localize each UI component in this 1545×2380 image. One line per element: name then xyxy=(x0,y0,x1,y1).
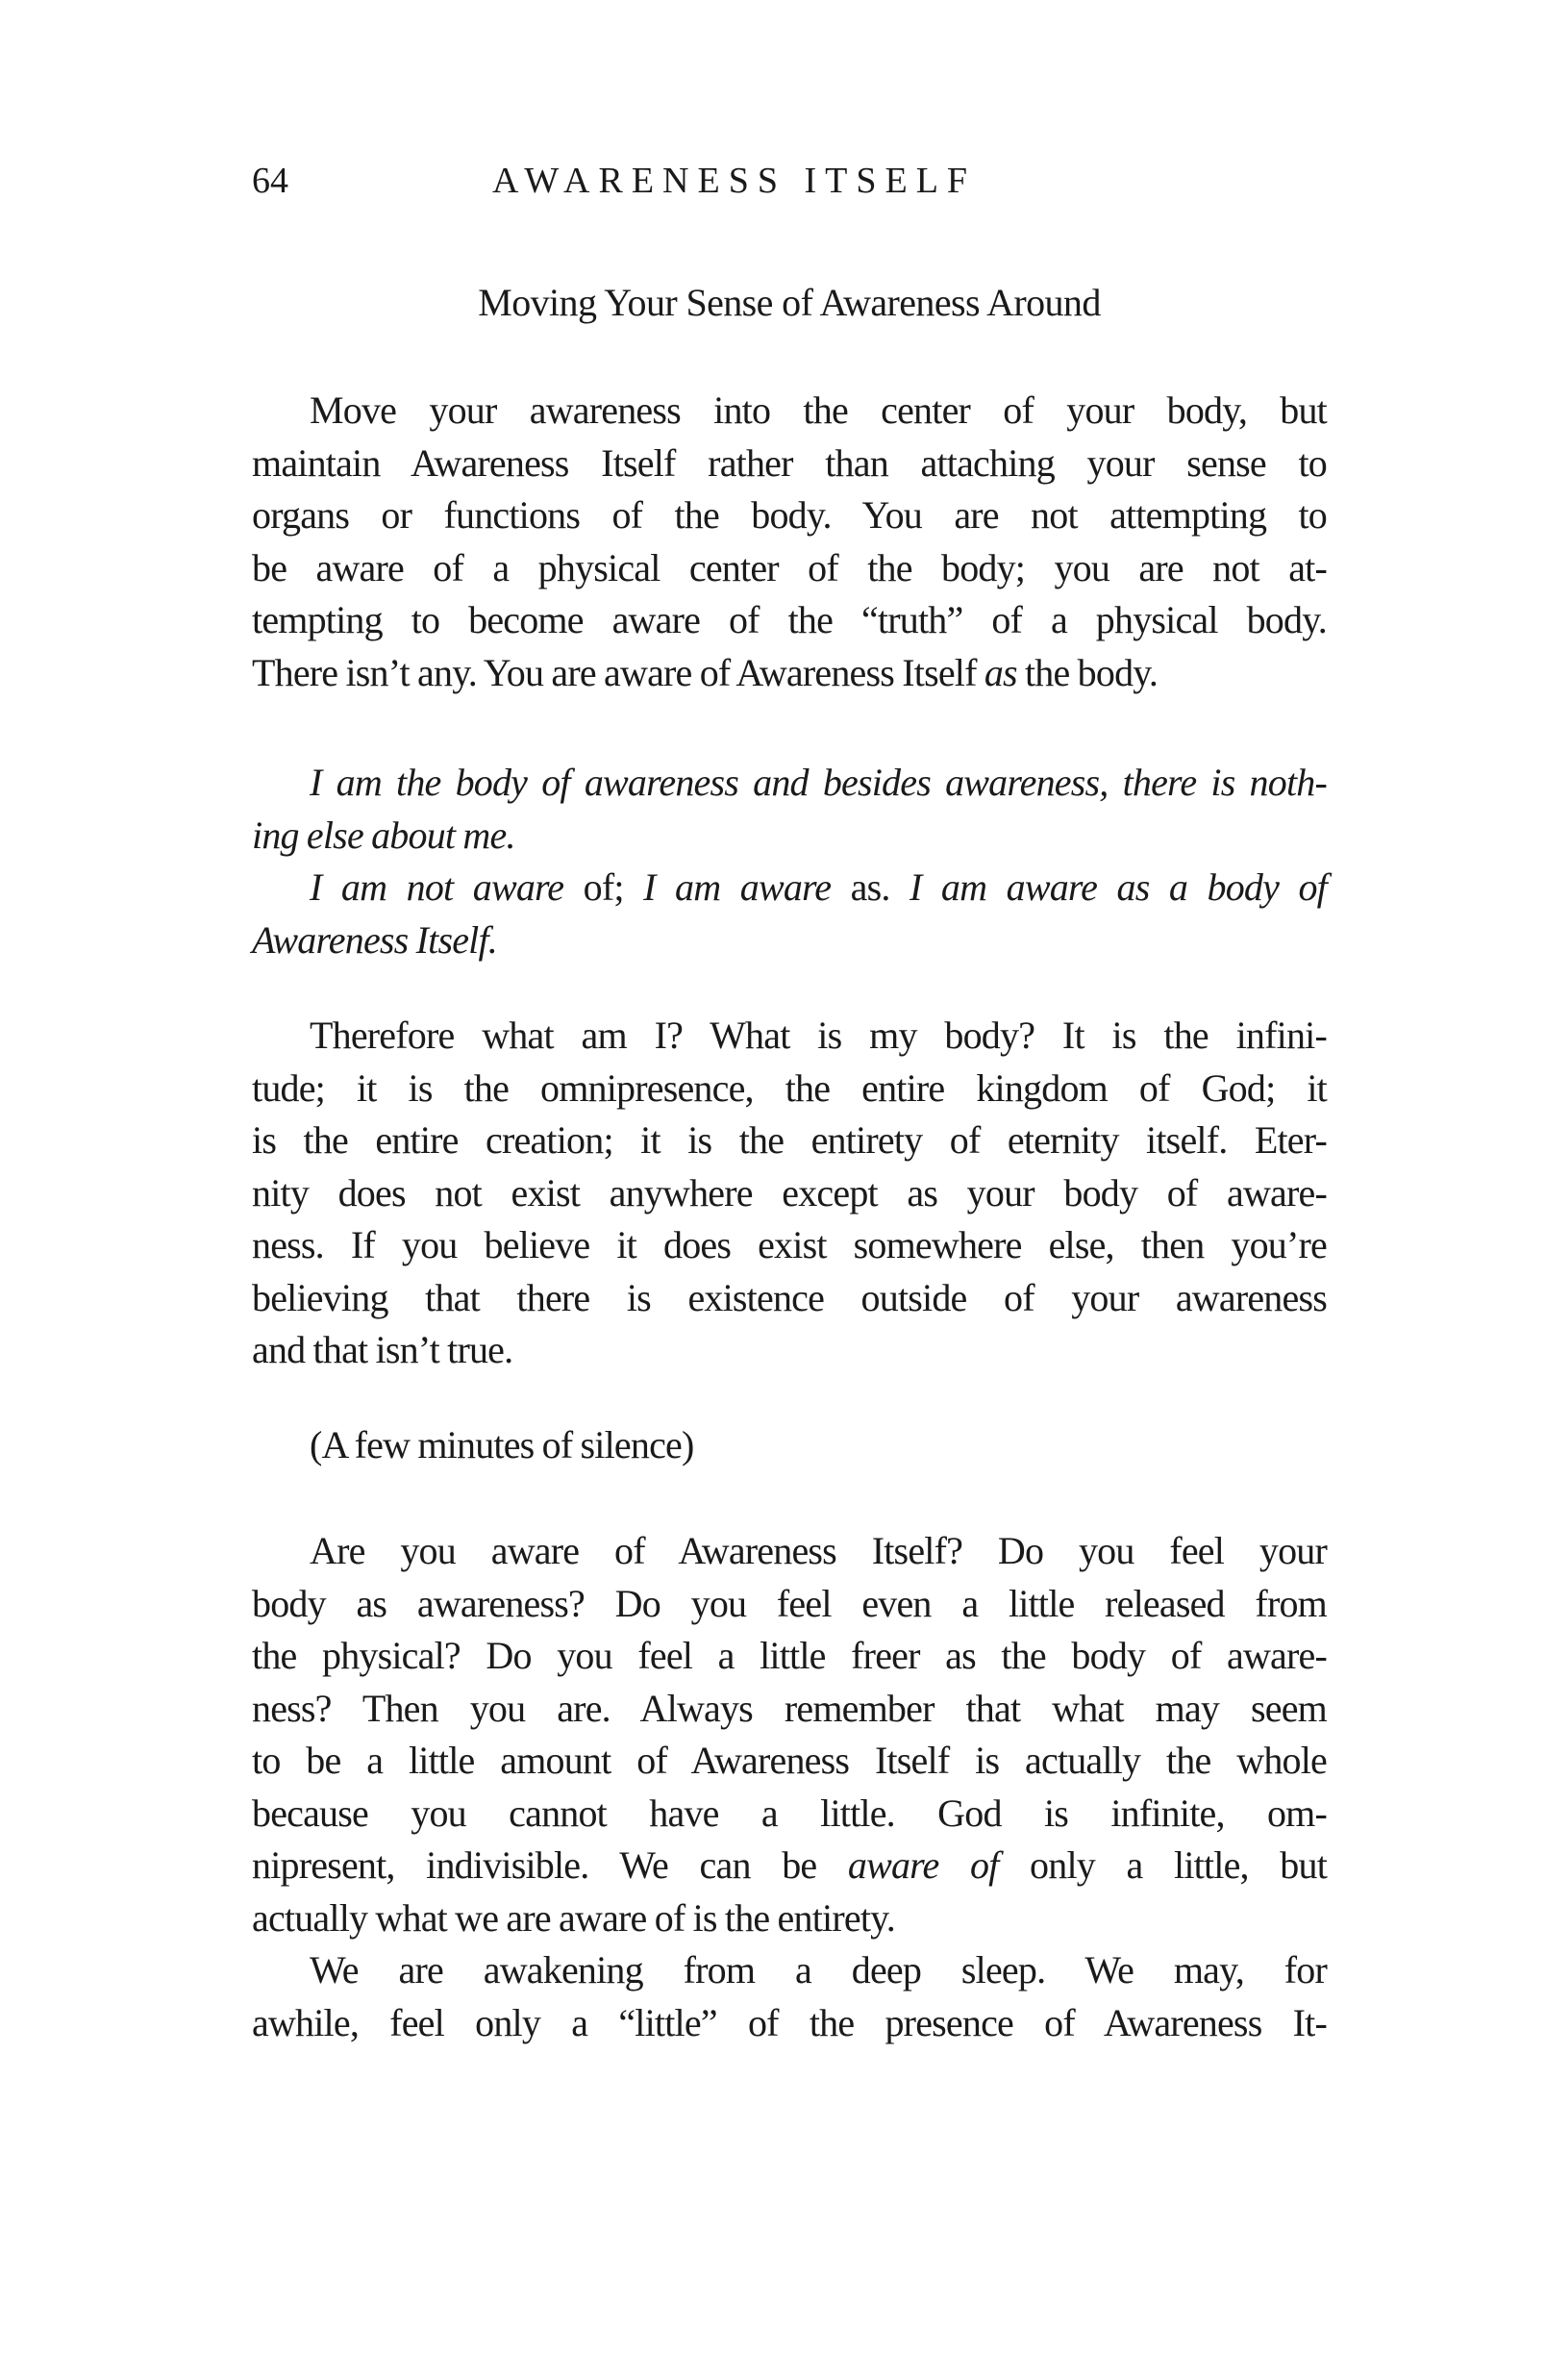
text-fragment: nipresent, indivisible. We can be xyxy=(252,1843,848,1887)
emphasis-aware-of: aware of xyxy=(847,1843,999,1887)
text-line: actually what we are aware of is the entirety. xyxy=(252,1895,895,1940)
text-line: I am the body of awareness and besides awareness, there is noth- xyxy=(310,761,1327,804)
paragraph-move-awareness xyxy=(252,385,1327,699)
paragraph-silence-note xyxy=(252,1419,1327,1472)
text-line: Therefore what am I? What is my body? It is the infini- xyxy=(310,1014,1327,1057)
text-fragment: I am aware as a body of xyxy=(910,865,1327,909)
text-fragment: the body. xyxy=(1016,650,1159,694)
text-line xyxy=(252,647,1327,700)
text-line: ing else about me. xyxy=(252,813,515,857)
text-line: nity does not exist anywhere except as your body of aware- xyxy=(252,1170,1327,1215)
text-line: maintain Awareness Itself rather than attaching your sense to xyxy=(252,440,1327,485)
text-line: Move your awareness into the center of your body, but xyxy=(310,388,1327,432)
text-fragment: There isn’t any. You are aware of Awareness Itself xyxy=(252,650,984,694)
text-line: organs or functions of the body. You are not attempting to xyxy=(252,493,1327,537)
text-line: ness. If you believe it does exist somewhere else, then you’re xyxy=(252,1223,1327,1266)
paragraph-what-am-i xyxy=(252,1010,1327,1377)
text-line: We are awakening from a deep sleep. We may, for xyxy=(310,1948,1327,1992)
roman-of: of; xyxy=(583,865,644,909)
text-line: Are you aware of Awareness Itself? Do you feel your xyxy=(310,1529,1327,1572)
text-line: tude; it is the omnipresence, the entire kingdom of God; it xyxy=(252,1065,1327,1110)
text-line: (A few minutes of silence) xyxy=(310,1423,694,1466)
page-number: 64 xyxy=(252,161,288,201)
paragraph-are-you-aware xyxy=(252,1525,1327,2049)
paragraph-affirmation xyxy=(252,757,1327,966)
text-line: and that isn’t true. xyxy=(252,1328,513,1371)
text-fragment: I am aware xyxy=(643,865,851,909)
text-line: Awareness Itself. xyxy=(252,917,498,962)
text-line xyxy=(252,1840,1327,1892)
text-line: be aware of a physical center of the body; you are not at- xyxy=(252,545,1327,589)
text-fragment: only a little, but xyxy=(998,1843,1328,1887)
text-line: ness? Then you are. Always remember that what may seem xyxy=(252,1686,1327,1730)
roman-as: as. xyxy=(850,865,910,909)
text-line: awhile, feel only a “little” of the presence of Awareness It- xyxy=(252,2000,1327,2044)
text-line: the physical? Do you feel a little freer as the body of aware- xyxy=(252,1634,1327,1677)
text-line: body as awareness? Do you feel even a little released from xyxy=(252,1581,1327,1625)
running-head xyxy=(252,160,1327,210)
text-line xyxy=(252,862,1327,914)
text-fragment: I am not aware xyxy=(310,865,584,909)
text-line: because you cannot have a little. God is infinite, om- xyxy=(252,1791,1327,1835)
text-line: is the entire creation; it is the entirety of eternity itself. Eter- xyxy=(252,1118,1327,1162)
book-title: AWARENESS ITSELF xyxy=(492,161,977,201)
text-line: tempting to become aware of the “truth” of a physical body. xyxy=(252,598,1327,641)
text-line: believing that there is existence outside of your awareness xyxy=(252,1275,1327,1319)
section-title: Moving Your Sense of Awareness Around xyxy=(478,281,1101,324)
emphasis-as: as xyxy=(984,650,1017,694)
text-line: to be a little amount of Awareness Itself is actually the whole xyxy=(252,1739,1327,1782)
